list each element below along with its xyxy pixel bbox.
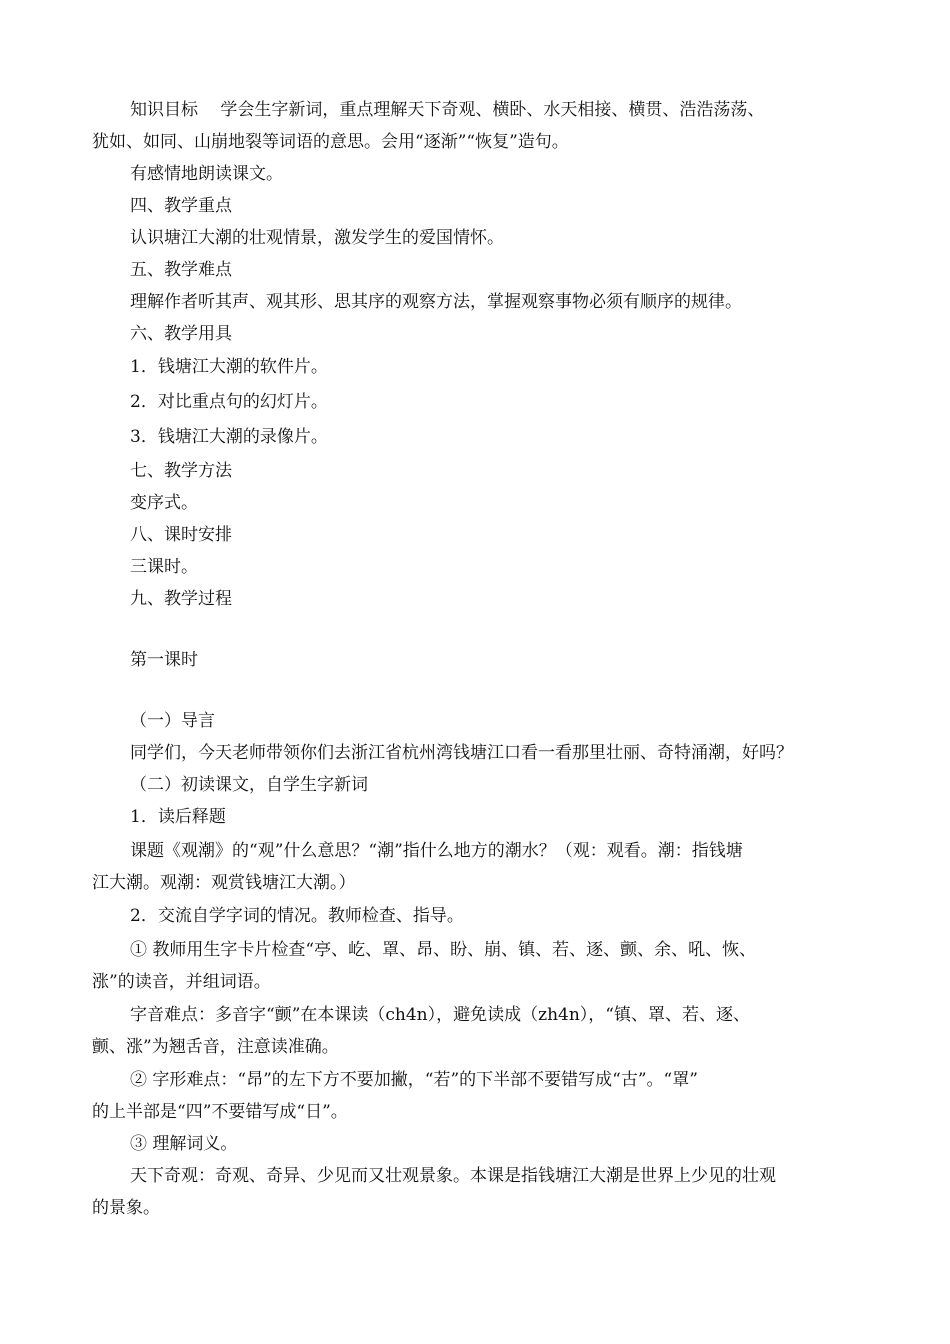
methods-text: 变序式。	[130, 493, 198, 513]
tools-item-2: 2．对比重点句的幻灯片。	[130, 392, 328, 412]
section-heading-key-points: 四、教学重点	[130, 196, 232, 216]
word-meaning-continuation: 的景象。	[92, 1198, 160, 1218]
difficulties-text: 理解作者听其声、观其形、思其序的观察方法，掌握观察事物必须有顺序的规律。	[130, 292, 742, 312]
word-meaning-heading: ③ 理解词义。	[130, 1134, 238, 1154]
reading-goal-line: 有感情地朗读课文。	[130, 164, 283, 184]
lesson-one-heading: 第一课时	[130, 650, 198, 670]
section-heading-schedule: 八、课时安排	[130, 525, 232, 545]
tools-item-3: 3．钱塘江大潮的录像片。	[130, 427, 328, 447]
word-meaning-line: 天下奇观：奇观、奇异、少见而又壮观景象。本课是指钱塘江大潮是世界上少见的壮观	[130, 1166, 776, 1186]
section-heading-tools: 六、教学用具	[130, 324, 232, 344]
intro-text: 同学们，今天老师带领你们去浙江省杭州湾钱塘江口看一看那里壮丽、奇特涌潮，好吗？	[130, 743, 793, 763]
card-check-line: ① 教师用生字卡片检查“亭、屹、罩、昂、盼、崩、镇、若、逐、颤、余、吼、恢、	[130, 940, 757, 960]
step-2-heading: 2．交流自学字词的情况。教师检查、指导。	[130, 906, 464, 926]
tools-item-1: 1．钱塘江大潮的软件片。	[130, 357, 328, 377]
first-reading-heading: （二）初读课文，自学生字新词	[130, 775, 368, 795]
schedule-text: 三课时。	[130, 557, 198, 577]
section-heading-process: 九、教学过程	[130, 589, 232, 609]
key-points-text: 认识塘江大潮的壮观情景，激发学生的爱国情怀。	[130, 228, 504, 248]
pronunciation-note-continuation: 颤、涨”为翘舌音，注意读准确。	[92, 1037, 339, 1057]
section-heading-methods: 七、教学方法	[130, 461, 232, 481]
glyph-note-continuation: 的上半部是“四”不要错写成“日”。	[92, 1102, 348, 1122]
card-check-continuation: 涨”的读音，并组词语。	[92, 972, 271, 992]
intro-heading: （一）导言	[130, 711, 215, 731]
step-1-heading: 1．读后释题	[130, 807, 226, 827]
glyph-note-line: ② 字形难点：“昂”的左下方不要加撇，“若”的下半部不要错写成“古”。“罩”	[130, 1070, 698, 1090]
section-heading-difficulties: 五、教学难点	[130, 260, 232, 280]
knowledge-goal-line: 知识目标 学会生字新词，重点理解天下奇观、横卧、水天相接、横贯、浩浩荡荡、	[130, 100, 765, 120]
title-explanation-line: 课题《观潮》的“观”什么意思？“潮”指什么地方的潮水？（观：观看。潮：指钱塘	[130, 841, 743, 861]
title-explanation-continuation: 江大潮。观潮：观赏钱塘江大潮。）	[92, 873, 356, 893]
pronunciation-note-line: 字音难点：多音字“颤”在本课读（ch4n），避免读成（zh4n），“镇、罩、若、逐、	[130, 1005, 750, 1025]
knowledge-goal-continuation: 犹如、如同、山崩地裂等词语的意思。会用“逐渐”“恢复”造句。	[92, 132, 569, 152]
